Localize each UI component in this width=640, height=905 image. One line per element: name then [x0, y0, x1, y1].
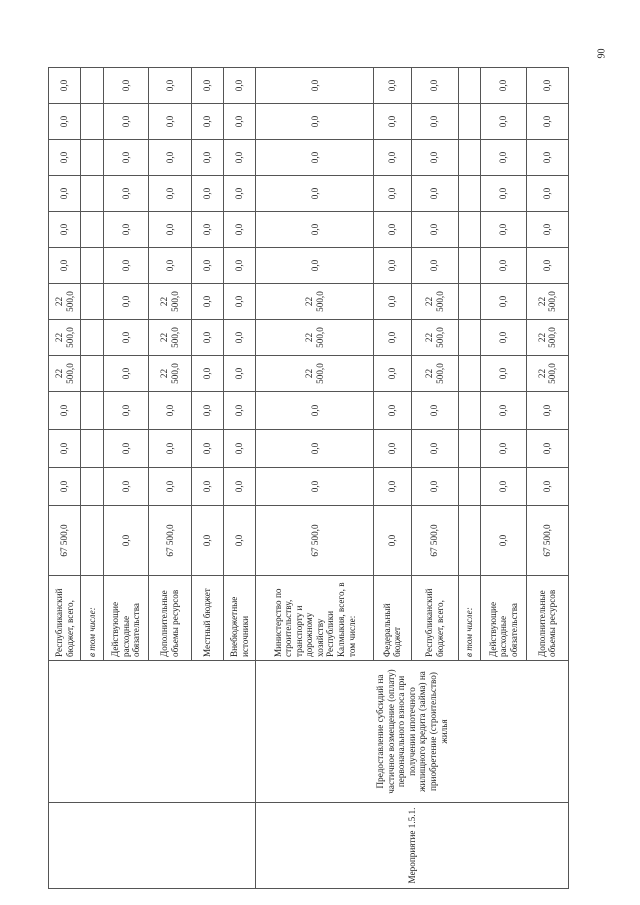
value-cell: 0,0: [49, 468, 81, 506]
value-cell: 0,0: [223, 104, 255, 140]
value-cell: 0,0: [374, 284, 411, 320]
source-cell: в том числе:: [458, 576, 480, 661]
value-cell: 0,0: [256, 248, 374, 284]
page-number: 90: [596, 48, 608, 59]
value-cell: 0,0: [481, 468, 527, 506]
value-cell: 22 500,0: [526, 320, 568, 356]
empty-cell: [81, 212, 103, 248]
value-cell: 0,0: [223, 430, 255, 468]
value-cell: 67 500,0: [526, 506, 568, 576]
value-cell: 0,0: [49, 68, 81, 104]
value-cell: 22 500,0: [411, 320, 458, 356]
value-cell: 0,0: [49, 248, 81, 284]
value-cell: 0,0: [149, 104, 191, 140]
value-cell: 22 500,0: [149, 284, 191, 320]
value-cell: 67 500,0: [149, 506, 191, 576]
value-cell: 0,0: [191, 430, 223, 468]
value-cell: 0,0: [191, 468, 223, 506]
value-cell: 0,0: [374, 140, 411, 176]
value-cell: 0,0: [223, 140, 255, 176]
budget-table: [48, 67, 569, 889]
value-cell: 0,0: [191, 104, 223, 140]
value-cell: 0,0: [103, 392, 149, 430]
value-cell: 0,0: [411, 68, 458, 104]
empty-cell: [458, 392, 480, 430]
value-cell: 67 500,0: [49, 506, 81, 576]
empty-cell: [458, 468, 480, 506]
value-cell: 0,0: [374, 68, 411, 104]
empty-cell: [458, 176, 480, 212]
value-cell: 0,0: [374, 212, 411, 248]
value-cell: 0,0: [103, 212, 149, 248]
empty-cell: [458, 140, 480, 176]
value-cell: 0,0: [526, 468, 568, 506]
value-cell: 0,0: [191, 320, 223, 356]
value-cell: 0,0: [481, 68, 527, 104]
value-cell: 0,0: [256, 104, 374, 140]
value-cell: 0,0: [103, 356, 149, 392]
source-cell: Дополнительные объемы ресурсов: [149, 576, 191, 661]
value-cell: 0,0: [49, 104, 81, 140]
value-cell: 67 500,0: [256, 506, 374, 576]
empty-cell: [81, 284, 103, 320]
value-cell: 0,0: [149, 212, 191, 248]
measure-description-cell: Предоставление субсидий на частичное возмещение (оплату) первоначального взноса при получении ипотечного жилищного кредита (займа) на приобретение (строительство) жилья: [256, 661, 569, 803]
value-cell: 22 500,0: [526, 356, 568, 392]
value-cell: 0,0: [256, 430, 374, 468]
value-cell: 0,0: [256, 176, 374, 212]
value-cell: 0,0: [103, 248, 149, 284]
table-body: [49, 68, 569, 889]
value-cell: 0,0: [191, 176, 223, 212]
value-cell: 22 500,0: [411, 284, 458, 320]
value-cell: 22 500,0: [49, 284, 81, 320]
value-cell: 0,0: [256, 68, 374, 104]
value-cell: 22 500,0: [411, 356, 458, 392]
empty-cell: [81, 104, 103, 140]
empty-measure-cell: [49, 803, 256, 889]
value-cell: 0,0: [481, 212, 527, 248]
value-cell: 0,0: [411, 468, 458, 506]
value-cell: 0,0: [149, 68, 191, 104]
value-cell: 0,0: [411, 212, 458, 248]
value-cell: 0,0: [481, 506, 527, 576]
value-cell: 22 500,0: [256, 320, 374, 356]
empty-cell: [458, 68, 480, 104]
value-cell: 0,0: [526, 248, 568, 284]
value-cell: 0,0: [481, 284, 527, 320]
value-cell: 0,0: [191, 68, 223, 104]
empty-cell: [458, 506, 480, 576]
empty-description-cell: [49, 661, 256, 803]
source-cell: Дополнительные объемы ресурсов: [526, 576, 568, 661]
empty-cell: [81, 430, 103, 468]
empty-cell: [81, 176, 103, 212]
source-cell: Республиканский бюджет, всего,: [49, 576, 81, 661]
value-cell: 0,0: [374, 392, 411, 430]
value-cell: 0,0: [149, 176, 191, 212]
value-cell: 22 500,0: [149, 320, 191, 356]
value-cell: 0,0: [374, 506, 411, 576]
value-cell: 0,0: [223, 284, 255, 320]
value-cell: 0,0: [103, 430, 149, 468]
value-cell: 22 500,0: [256, 284, 374, 320]
value-cell: 0,0: [223, 468, 255, 506]
value-cell: 0,0: [223, 356, 255, 392]
value-cell: 0,0: [149, 468, 191, 506]
value-cell: 0,0: [149, 430, 191, 468]
empty-cell: [458, 104, 480, 140]
value-cell: 0,0: [526, 140, 568, 176]
value-cell: 0,0: [481, 356, 527, 392]
value-cell: 22 500,0: [49, 320, 81, 356]
value-cell: 0,0: [49, 212, 81, 248]
empty-cell: [458, 356, 480, 392]
value-cell: 0,0: [191, 506, 223, 576]
value-cell: 0,0: [103, 68, 149, 104]
value-cell: 0,0: [481, 176, 527, 212]
value-cell: 22 500,0: [256, 356, 374, 392]
table-row: [49, 68, 81, 889]
value-cell: 0,0: [149, 140, 191, 176]
value-cell: 0,0: [223, 392, 255, 430]
empty-cell: [458, 248, 480, 284]
value-cell: 67 500,0: [411, 506, 458, 576]
value-cell: 0,0: [411, 140, 458, 176]
value-cell: 0,0: [256, 212, 374, 248]
value-cell: 0,0: [49, 176, 81, 212]
value-cell: 0,0: [374, 468, 411, 506]
value-cell: 0,0: [481, 104, 527, 140]
source-cell: Республиканский бюджет, всего,: [411, 576, 458, 661]
empty-cell: [458, 284, 480, 320]
value-cell: 0,0: [223, 68, 255, 104]
value-cell: 0,0: [256, 468, 374, 506]
empty-cell: [81, 68, 103, 104]
value-cell: 0,0: [149, 248, 191, 284]
value-cell: 22 500,0: [526, 284, 568, 320]
source-cell: Местный бюджет: [191, 576, 223, 661]
value-cell: 0,0: [223, 506, 255, 576]
value-cell: 0,0: [481, 320, 527, 356]
value-cell: 0,0: [223, 176, 255, 212]
rotated-table-wrapper: [48, 78, 569, 889]
value-cell: 0,0: [526, 392, 568, 430]
source-cell: Федеральный бюджет: [374, 576, 411, 661]
value-cell: 0,0: [374, 356, 411, 392]
value-cell: 0,0: [411, 392, 458, 430]
source-cell: Министерство по строительству, транспорту и дорожному хозяйству Республики Калмыкия, всего, в том числе:: [256, 576, 374, 661]
empty-cell: [458, 212, 480, 248]
value-cell: 0,0: [49, 430, 81, 468]
value-cell: 0,0: [256, 392, 374, 430]
value-cell: 0,0: [103, 468, 149, 506]
value-cell: 0,0: [191, 392, 223, 430]
value-cell: 0,0: [526, 68, 568, 104]
value-cell: 22 500,0: [49, 356, 81, 392]
value-cell: 0,0: [481, 392, 527, 430]
value-cell: 0,0: [103, 284, 149, 320]
empty-cell: [81, 506, 103, 576]
value-cell: 0,0: [481, 248, 527, 284]
value-cell: 0,0: [49, 392, 81, 430]
value-cell: 0,0: [103, 140, 149, 176]
value-cell: 0,0: [411, 176, 458, 212]
value-cell: 0,0: [191, 212, 223, 248]
value-cell: 0,0: [49, 140, 81, 176]
value-cell: 22 500,0: [149, 356, 191, 392]
value-cell: 0,0: [149, 392, 191, 430]
value-cell: 0,0: [191, 356, 223, 392]
value-cell: 0,0: [526, 212, 568, 248]
empty-cell: [81, 320, 103, 356]
value-cell: 0,0: [481, 140, 527, 176]
value-cell: 0,0: [223, 320, 255, 356]
measure-code-cell: Мероприятие 1.5.1.: [256, 803, 569, 889]
value-cell: 0,0: [103, 104, 149, 140]
value-cell: 0,0: [223, 248, 255, 284]
empty-cell: [458, 320, 480, 356]
value-cell: 0,0: [374, 320, 411, 356]
value-cell: 0,0: [191, 284, 223, 320]
empty-cell: [81, 468, 103, 506]
value-cell: 0,0: [223, 212, 255, 248]
value-cell: 0,0: [526, 430, 568, 468]
source-cell: Действующие расходные обязательства: [103, 576, 149, 661]
value-cell: 0,0: [411, 430, 458, 468]
table-row: [256, 68, 374, 889]
value-cell: 0,0: [481, 430, 527, 468]
empty-cell: [81, 392, 103, 430]
value-cell: 0,0: [526, 176, 568, 212]
source-cell: Внебюджетные источники: [223, 576, 255, 661]
value-cell: 0,0: [103, 320, 149, 356]
empty-cell: [81, 140, 103, 176]
value-cell: 0,0: [191, 140, 223, 176]
value-cell: 0,0: [256, 140, 374, 176]
value-cell: 0,0: [374, 430, 411, 468]
value-cell: 0,0: [374, 176, 411, 212]
empty-cell: [81, 248, 103, 284]
source-cell: в том числе:: [81, 576, 103, 661]
value-cell: 0,0: [526, 104, 568, 140]
value-cell: 0,0: [374, 248, 411, 284]
value-cell: 0,0: [191, 248, 223, 284]
source-cell: Действующие расходные обязательства: [481, 576, 527, 661]
empty-cell: [81, 356, 103, 392]
value-cell: 0,0: [411, 248, 458, 284]
value-cell: 0,0: [411, 104, 458, 140]
value-cell: 0,0: [374, 104, 411, 140]
value-cell: 0,0: [103, 176, 149, 212]
empty-cell: [458, 430, 480, 468]
value-cell: 0,0: [103, 506, 149, 576]
